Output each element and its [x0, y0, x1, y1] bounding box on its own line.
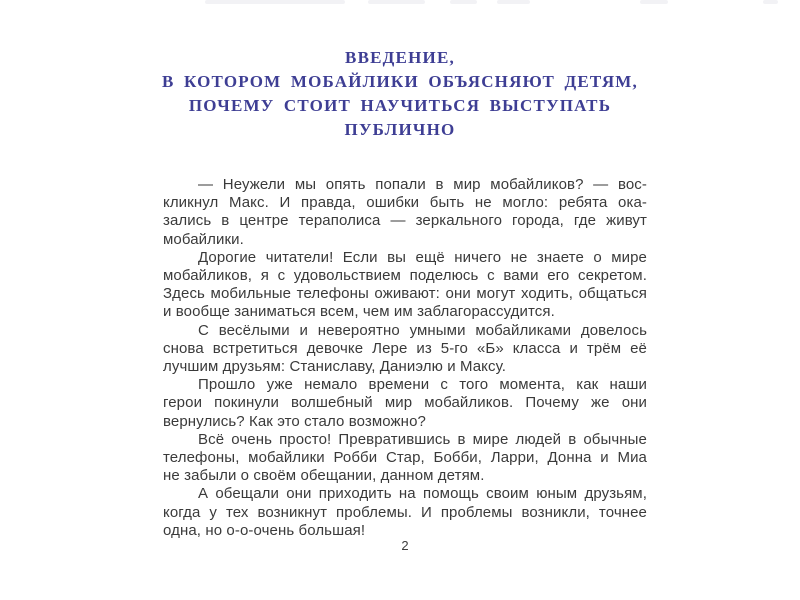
scan-artifact: [205, 0, 345, 4]
scan-artifact: [368, 0, 425, 4]
text-line: А обещали они приходить на помощь своим юным друзьям,: [198, 485, 647, 503]
text-line: когда у тех возникнут проблемы. И проблемы возникли, точнее: [163, 503, 647, 521]
chapter-title-line: ВВЕДЕНИЕ,: [345, 48, 455, 67]
text-line: вернулись? Как это стало возможно?: [163, 412, 426, 430]
text-line: снова встретиться девочке Лере из 5-го «Б» класса и трём её: [163, 339, 647, 357]
paragraph: [163, 376, 647, 431]
paragraph: [163, 431, 647, 486]
text-line: — Неужели мы опять попали в мир мобайликов? — вос-: [198, 176, 647, 193]
text-line: Здесь мобильные телефоны оживают: они могут ходить, общаться: [163, 285, 647, 303]
paragraph: [163, 176, 647, 249]
chapter-title-line: ПОЧЕМУ СТОИТ НАУЧИТЬСЯ ВЫСТУПАТЬ: [188, 96, 612, 115]
paragraph: [163, 322, 647, 377]
body-text: [163, 176, 647, 540]
text-line: Дорогие читатели! Если вы ещё ничего не знаете о мире: [198, 248, 647, 266]
text-line: не забыли о своём обещании, данном детям.: [163, 467, 485, 485]
text-line: и вообще заниматься всем, чем им заблагорассудится.: [163, 303, 555, 321]
text-line: Всё очень просто! Превратившись в мире людей в обычные: [198, 430, 647, 448]
text-line: Прошло уже немало времени с того момента, как наши: [198, 376, 647, 394]
scan-artifact: [640, 0, 668, 4]
text-line: герои покинули волшебный мир мобайликов. Почему же они: [163, 394, 647, 412]
text-line: С весёлыми и невероятно умными мобайликами довелось: [198, 321, 647, 339]
text-line: мобайлики.: [163, 230, 244, 248]
scan-artifact: [763, 0, 778, 4]
chapter-title-line: ПУБЛИЧНО: [344, 120, 456, 139]
scan-artifact: [497, 0, 530, 4]
text-line: кликнул Макс. И правда, ошибки быть не могло: ребята ока-: [163, 194, 647, 212]
paragraph: [163, 249, 647, 322]
scan-artifact: [450, 0, 477, 4]
text-line: одна, но о-о-очень большая!: [163, 521, 366, 539]
chapter-title: [100, 46, 700, 142]
chapter-title-line: В КОТОРОМ МОБАЙЛИКИ ОБЪЯСНЯЮТ ДЕТЯМ,: [162, 72, 638, 91]
page-number: 2: [401, 538, 409, 553]
text-line: мобайликов, я с удовольствием поделюсь с вами его секретом.: [163, 267, 647, 285]
text-line: лучшим друзьям: Станиславу, Даниэлю и Максу.: [163, 358, 506, 376]
text-line: телефоны, мобайлики Робби Стар, Бобби, Ларри, Донна и Миа: [163, 449, 647, 467]
text-line: зались в центре тераполиса — зеркального города, где живут: [163, 212, 647, 230]
paragraph: [163, 485, 647, 540]
